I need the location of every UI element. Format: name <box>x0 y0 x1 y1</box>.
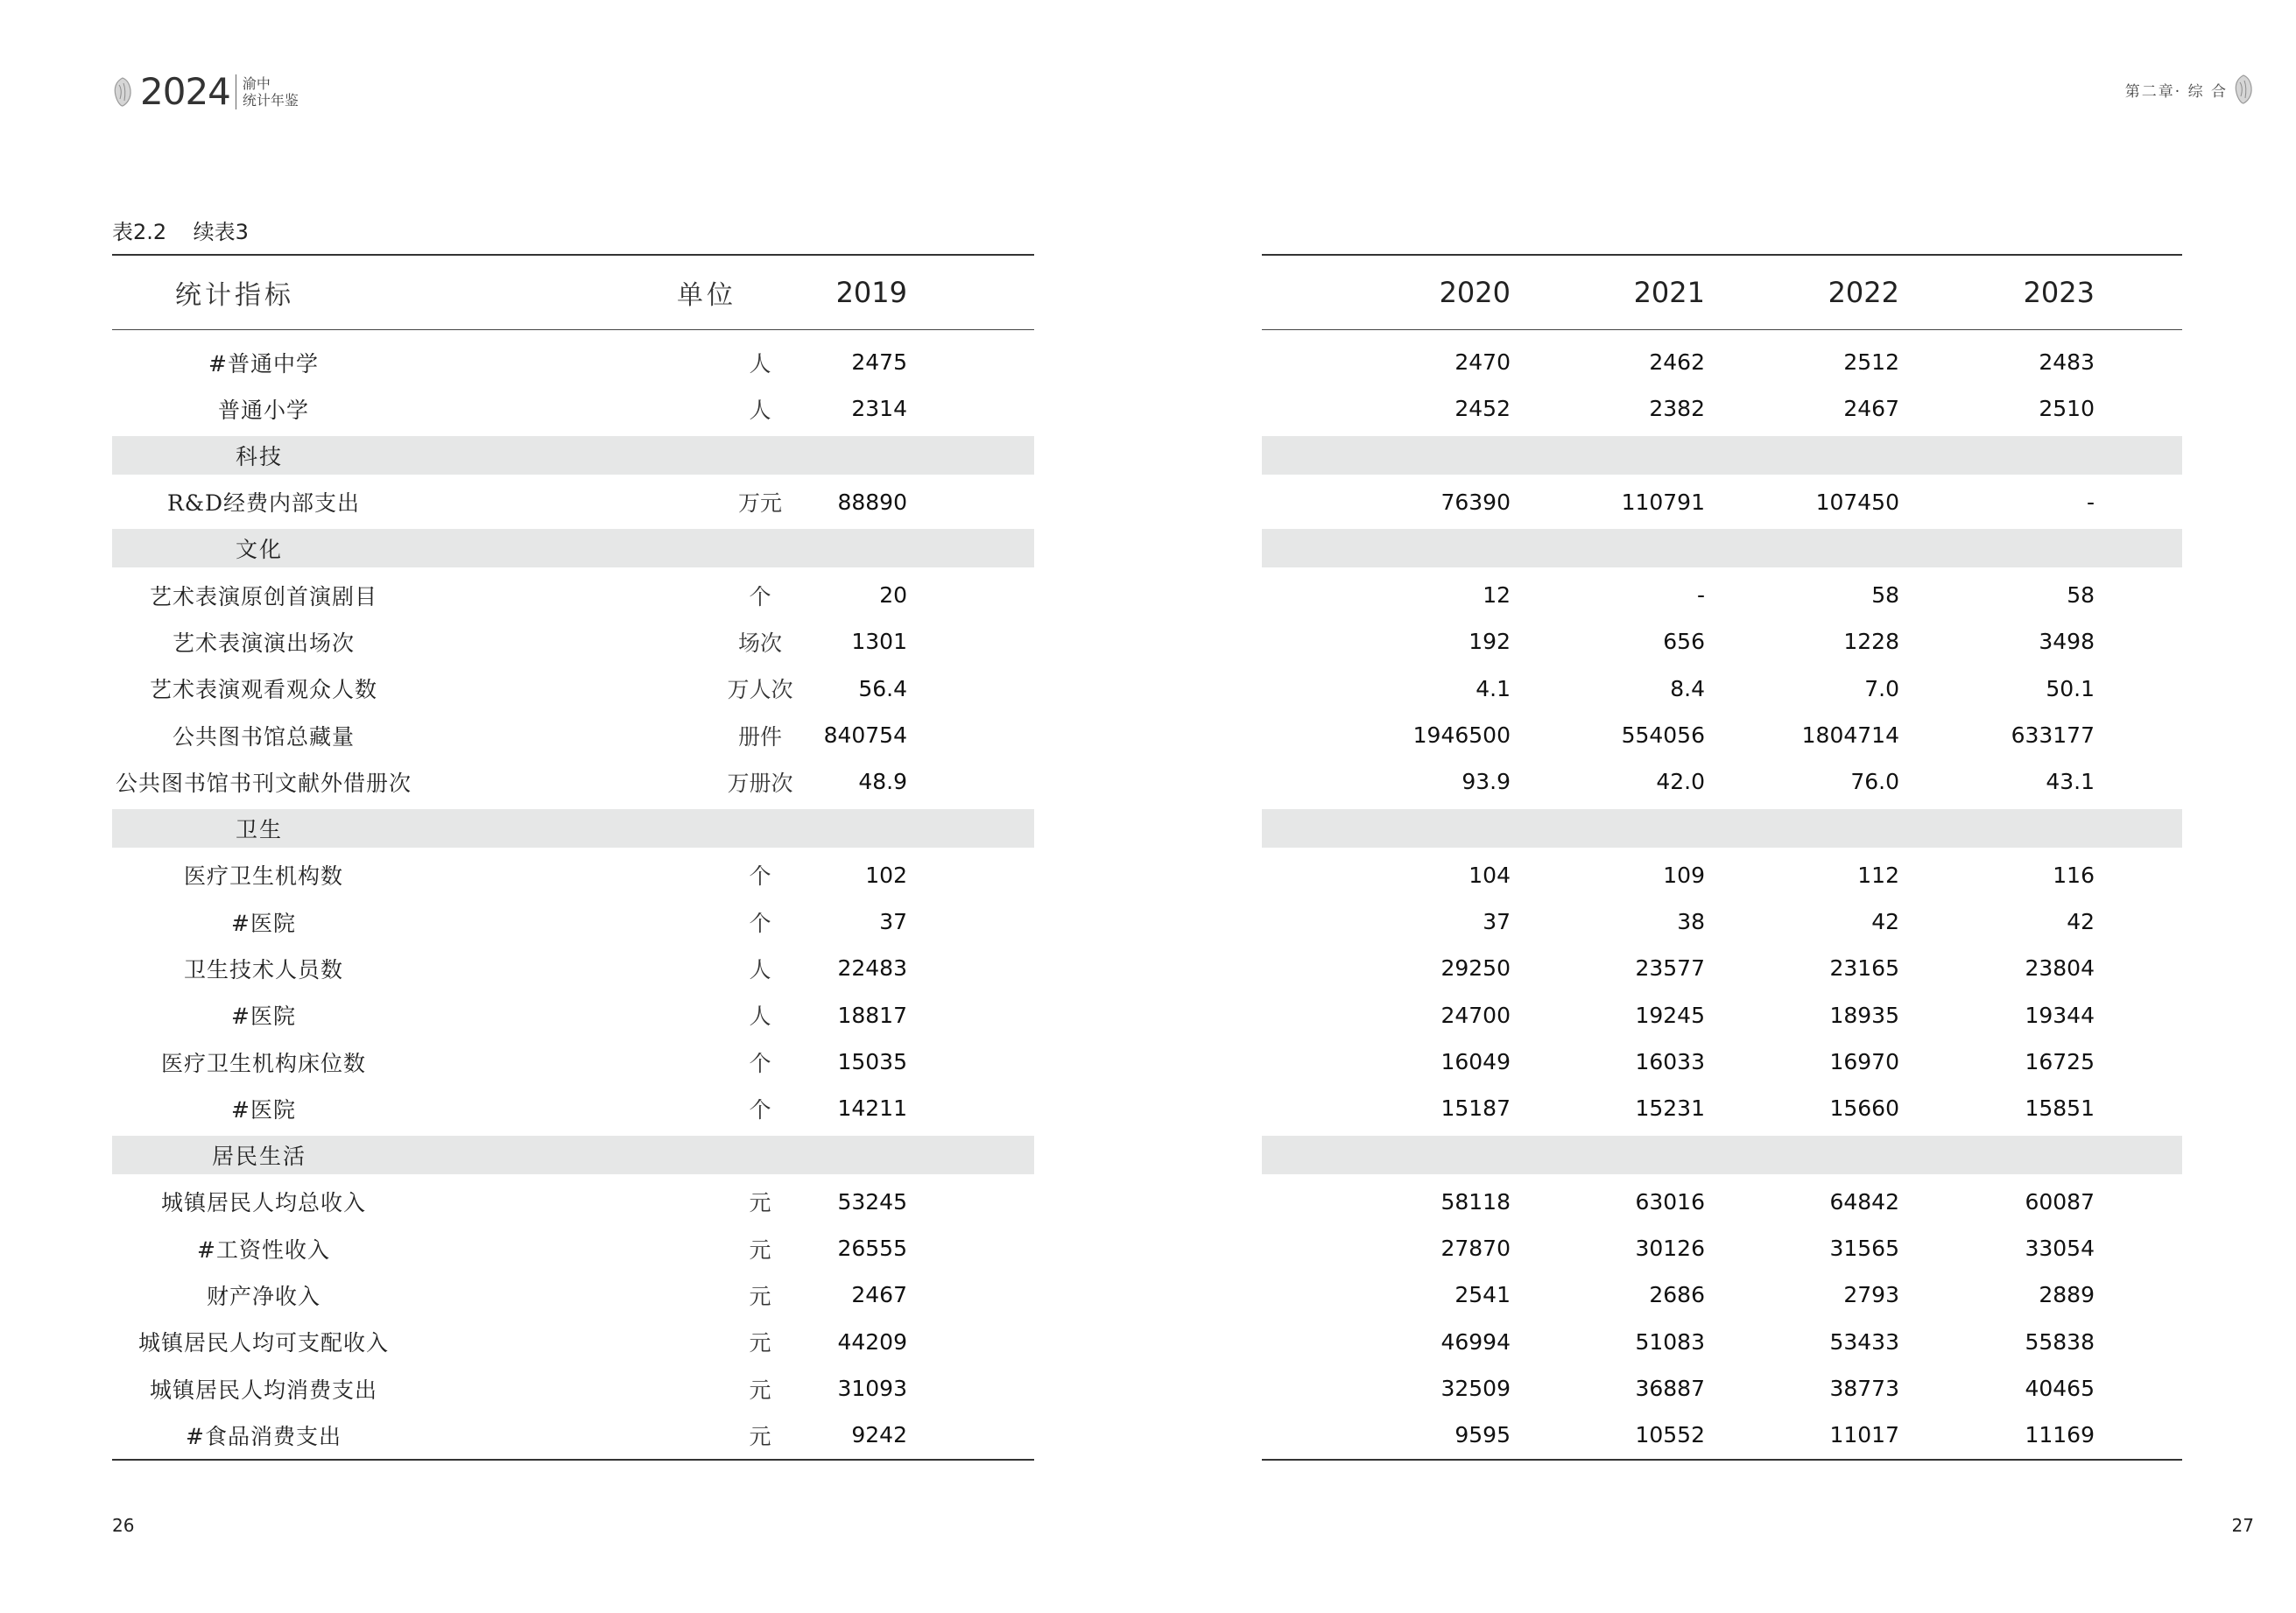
left-table <box>112 254 1034 1461</box>
table-row <box>112 1319 1034 1365</box>
value-cell-2020: 58118 <box>1440 1188 1511 1215</box>
table-row <box>112 898 1034 945</box>
page-number-left: 26 <box>112 1515 135 1536</box>
value-cell-2020: 4.1 <box>1475 675 1511 701</box>
section-row <box>1262 529 2182 567</box>
table-row <box>1262 339 2182 385</box>
value-cell-2022: 107450 <box>1815 489 1899 515</box>
indicator-cell: 城镇居民人均可支配收入 <box>137 1330 389 1356</box>
table-row <box>112 1179 1034 1225</box>
value-cell-2020: 27870 <box>1440 1236 1511 1262</box>
table-row <box>1262 1319 2182 1365</box>
right-table <box>1262 254 2182 1461</box>
table-row <box>112 618 1034 665</box>
value-cell-2020: 37 <box>1483 909 1511 935</box>
value-cell-2019: 20 <box>879 582 907 609</box>
indicator-cell: 城镇居民人均消费支出 <box>149 1377 377 1403</box>
value-cell-2021: 2462 <box>1649 349 1705 376</box>
indicator-cell: #普通中学 <box>208 350 319 377</box>
unit-cell: 元 <box>749 1236 771 1263</box>
table-row <box>1262 992 2182 1039</box>
unit-cell: 个 <box>749 910 771 936</box>
table-row <box>112 1039 1034 1085</box>
table-row <box>1262 618 2182 665</box>
section-row <box>112 436 1034 475</box>
indicator-cell: 医疗卫生机构数 <box>183 863 343 890</box>
value-cell-2020: 46994 <box>1440 1328 1511 1355</box>
value-cell-2019: 2475 <box>851 349 907 376</box>
unit-cell: 场次 <box>737 630 782 656</box>
table-row <box>112 945 1034 991</box>
value-cell-2023: 2483 <box>2039 349 2095 376</box>
section-row <box>1262 809 2182 848</box>
value-cell-2019: 2467 <box>851 1282 907 1308</box>
value-cell-2022: 15660 <box>1829 1095 1899 1122</box>
table-row <box>112 992 1034 1039</box>
value-cell-2023: 23804 <box>2025 955 2095 982</box>
table-row <box>1262 1039 2182 1085</box>
value-cell-2022: 2512 <box>1843 349 1899 376</box>
value-cell-2023: - <box>2086 489 2095 515</box>
value-cell-2020: 76390 <box>1440 489 1511 515</box>
table-row <box>112 479 1034 525</box>
indicator-cell: 卫生技术人员数 <box>183 956 343 983</box>
unit-cell: 人 <box>749 350 771 377</box>
value-cell-2022: 16970 <box>1829 1049 1899 1075</box>
value-cell-2020: 16049 <box>1440 1049 1511 1075</box>
value-cell-2023: 2510 <box>2039 396 2095 422</box>
value-cell-2021: 42.0 <box>1656 769 1705 795</box>
value-cell-2022: 1804714 <box>1801 722 1899 749</box>
unit-cell: 万册次 <box>727 770 793 796</box>
value-cell-2023: 19344 <box>2025 1002 2095 1028</box>
value-cell-2022: 58 <box>1871 582 1899 609</box>
value-cell-2022: 23165 <box>1829 955 1899 982</box>
value-cell-2019: 1301 <box>851 629 907 655</box>
value-cell-2020: 2541 <box>1454 1282 1511 1308</box>
table-header <box>112 256 1034 330</box>
chapter-title: 第二章· 综 合 <box>2124 82 2228 101</box>
value-cell-2019: 88890 <box>837 489 907 515</box>
value-cell-2019: 31093 <box>837 1376 907 1402</box>
value-cell-2023: 43.1 <box>2046 769 2095 795</box>
table-row <box>1262 1365 2182 1412</box>
value-cell-2021: 656 <box>1663 629 1705 655</box>
indicator-cell: 艺术表演原创首演剧目 <box>149 583 377 609</box>
value-cell-2019: 15035 <box>837 1049 907 1075</box>
value-cell-2023: 55838 <box>2025 1328 2095 1355</box>
table-row <box>1262 712 2182 758</box>
indicator-cell: 公共图书馆总藏量 <box>172 723 355 750</box>
unit-cell: 人 <box>749 956 771 983</box>
yearbook-logo <box>112 70 299 114</box>
table-body <box>1262 330 2182 1459</box>
shell-icon <box>112 76 133 108</box>
value-cell-2021: 19245 <box>1635 1002 1705 1028</box>
unit-cell: 个 <box>749 583 771 609</box>
unit-cell: 人 <box>749 1004 771 1030</box>
logo-subtitle-line2: 统计年鉴 <box>242 92 299 109</box>
value-cell-2023: 633177 <box>2011 722 2095 749</box>
unit-cell: 万人次 <box>727 677 793 703</box>
value-cell-2019: 44209 <box>837 1328 907 1355</box>
table-row <box>112 758 1034 805</box>
unit-cell: 人 <box>749 397 771 423</box>
value-cell-2023: 15851 <box>2025 1095 2095 1122</box>
indicator-cell: 公共图书馆书刊文献外借册次 <box>115 770 412 796</box>
value-cell-2023: 33054 <box>2025 1236 2095 1262</box>
unit-cell: 个 <box>749 1096 771 1123</box>
indicator-cell: 医疗卫生机构床位数 <box>160 1050 366 1076</box>
value-cell-2023: 2889 <box>2039 1282 2095 1308</box>
table-row <box>1262 1225 2182 1271</box>
value-cell-2023: 60087 <box>2025 1188 2095 1215</box>
value-cell-2022: 7.0 <box>1864 675 1899 701</box>
value-cell-2021: 2686 <box>1649 1282 1705 1308</box>
table-row <box>1262 898 2182 945</box>
value-cell-2020: 2470 <box>1454 349 1511 376</box>
table-row <box>1262 572 2182 618</box>
value-cell-2021: 2382 <box>1649 396 1705 422</box>
table-row <box>1262 1271 2182 1318</box>
year-column-header-2023: 2023 <box>2023 276 2095 309</box>
indicator-cell: 普通小学 <box>217 397 309 423</box>
value-cell-2020: 192 <box>1468 629 1511 655</box>
indicator-cell: #医院 <box>231 1096 296 1123</box>
indicator-cell: 城镇居民人均总收入 <box>160 1190 366 1216</box>
value-cell-2022: 31565 <box>1829 1236 1899 1262</box>
value-cell-2020: 32509 <box>1440 1376 1511 1402</box>
year-column-header-2019: 2019 <box>835 276 907 309</box>
table-row <box>1262 945 2182 991</box>
indicator-cell: #医院 <box>231 1004 296 1030</box>
section-row <box>1262 436 2182 475</box>
value-cell-2020: 29250 <box>1440 955 1511 982</box>
table-row <box>112 666 1034 712</box>
value-cell-2022: 42 <box>1871 909 1899 935</box>
unit-column-header: 单位 <box>677 280 736 311</box>
value-cell-2022: 2793 <box>1843 1282 1899 1308</box>
value-cell-2020: 1946500 <box>1412 722 1511 749</box>
table-row <box>1262 758 2182 805</box>
value-cell-2022: 38773 <box>1829 1376 1899 1402</box>
table-row <box>112 1225 1034 1271</box>
value-cell-2021: - <box>1696 582 1705 609</box>
value-cell-2021: 23577 <box>1635 955 1705 982</box>
value-cell-2022: 2467 <box>1843 396 1899 422</box>
year-column-header-2021: 2021 <box>1633 276 1705 309</box>
value-cell-2022: 112 <box>1857 862 1899 888</box>
section-row <box>1262 1136 2182 1174</box>
value-cell-2022: 76.0 <box>1850 769 1899 795</box>
unit-cell: 元 <box>749 1283 771 1309</box>
value-cell-2021: 51083 <box>1635 1328 1705 1355</box>
right-page <box>1148 0 2296 1613</box>
value-cell-2023: 3498 <box>2039 629 2095 655</box>
indicator-cell: R&D经费内部支出 <box>166 490 361 517</box>
table-row <box>1262 1179 2182 1225</box>
value-cell-2019: 9242 <box>851 1422 907 1448</box>
value-cell-2020: 2452 <box>1454 396 1511 422</box>
value-cell-2019: 22483 <box>837 955 907 982</box>
logo-subtitle <box>243 75 299 109</box>
page-number-right: 27 <box>2231 1515 2254 1536</box>
unit-cell: 元 <box>749 1190 771 1216</box>
indicator-cell: #食品消费支出 <box>186 1423 342 1449</box>
value-cell-2021: 10552 <box>1635 1422 1705 1448</box>
table-bottom-rule <box>112 1459 1034 1461</box>
section-label: 居民生活 <box>211 1144 306 1170</box>
value-cell-2019: 840754 <box>823 722 907 749</box>
value-cell-2021: 63016 <box>1635 1188 1705 1215</box>
table-row <box>112 385 1034 432</box>
table-row <box>1262 479 2182 525</box>
table-row <box>1262 852 2182 898</box>
table-row <box>112 572 1034 618</box>
value-cell-2023: 40465 <box>2025 1376 2095 1402</box>
table-row <box>1262 385 2182 432</box>
table-row <box>112 339 1034 385</box>
section-label: 卫生 <box>235 817 283 843</box>
value-cell-2019: 48.9 <box>858 769 907 795</box>
logo-year: 2024 <box>140 70 230 113</box>
value-cell-2019: 56.4 <box>858 675 907 701</box>
value-cell-2020: 12 <box>1483 582 1511 609</box>
table-row <box>112 1412 1034 1458</box>
unit-cell: 个 <box>749 863 771 890</box>
value-cell-2022: 53433 <box>1829 1328 1899 1355</box>
value-cell-2019: 53245 <box>837 1188 907 1215</box>
table-caption: 表2.2 续表3 <box>112 220 249 244</box>
value-cell-2019: 14211 <box>837 1095 907 1122</box>
table-row <box>112 1365 1034 1412</box>
indicator-cell: #医院 <box>231 910 296 936</box>
value-cell-2023: 58 <box>2067 582 2095 609</box>
logo-subtitle-line1: 渝中 <box>242 75 271 92</box>
section-label: 文化 <box>235 537 283 563</box>
value-cell-2021: 109 <box>1663 862 1705 888</box>
chapter-header <box>2125 74 2254 105</box>
value-cell-2019: 18817 <box>837 1002 907 1028</box>
year-column-header-2022: 2022 <box>1828 276 1899 309</box>
value-cell-2021: 15231 <box>1635 1095 1705 1122</box>
value-cell-2022: 18935 <box>1829 1002 1899 1028</box>
value-cell-2022: 11017 <box>1829 1422 1899 1448</box>
table-row <box>1262 1412 2182 1458</box>
value-cell-2019: 2314 <box>851 396 907 422</box>
value-cell-2023: 16725 <box>2025 1049 2095 1075</box>
table-row <box>1262 1085 2182 1131</box>
unit-cell: 册件 <box>737 723 782 750</box>
unit-cell: 个 <box>749 1050 771 1076</box>
value-cell-2020: 93.9 <box>1461 769 1511 795</box>
value-cell-2019: 37 <box>879 909 907 935</box>
section-label: 科技 <box>235 444 283 470</box>
unit-cell: 元 <box>749 1330 771 1356</box>
value-cell-2023: 116 <box>2053 862 2095 888</box>
value-cell-2022: 1228 <box>1843 629 1899 655</box>
indicator-column-header: 统计指标 <box>175 280 294 311</box>
value-cell-2020: 104 <box>1468 862 1511 888</box>
unit-cell: 元 <box>749 1423 771 1449</box>
section-row <box>112 809 1034 848</box>
indicator-cell: 艺术表演观看观众人数 <box>149 677 377 703</box>
value-cell-2020: 9595 <box>1454 1422 1511 1448</box>
value-cell-2020: 15187 <box>1440 1095 1511 1122</box>
table-row <box>112 712 1034 758</box>
value-cell-2023: 50.1 <box>2046 675 2095 701</box>
year-column-header-2020: 2020 <box>1439 276 1511 309</box>
value-cell-2022: 64842 <box>1829 1188 1899 1215</box>
value-cell-2021: 16033 <box>1635 1049 1705 1075</box>
indicator-cell: #工资性收入 <box>197 1236 330 1263</box>
value-cell-2023: 11169 <box>2025 1422 2095 1448</box>
table-row <box>1262 666 2182 712</box>
table-row <box>112 1271 1034 1318</box>
table-row <box>112 1085 1034 1131</box>
section-row <box>112 1136 1034 1174</box>
unit-cell: 元 <box>749 1377 771 1403</box>
value-cell-2019: 102 <box>865 862 907 888</box>
value-cell-2020: 24700 <box>1440 1002 1511 1028</box>
indicator-cell: 财产净收入 <box>206 1283 320 1309</box>
shell-icon <box>2233 74 2254 105</box>
table-body <box>112 330 1034 1459</box>
value-cell-2021: 38 <box>1677 909 1705 935</box>
value-cell-2021: 554056 <box>1621 722 1705 749</box>
unit-cell: 万元 <box>737 490 782 517</box>
value-cell-2021: 8.4 <box>1670 675 1705 701</box>
value-cell-2021: 30126 <box>1635 1236 1705 1262</box>
value-cell-2021: 36887 <box>1635 1376 1705 1402</box>
table-row <box>112 852 1034 898</box>
indicator-cell: 艺术表演演出场次 <box>172 630 355 656</box>
value-cell-2021: 110791 <box>1621 489 1705 515</box>
value-cell-2019: 26555 <box>837 1236 907 1262</box>
section-row <box>112 529 1034 567</box>
table-bottom-rule <box>1262 1459 2182 1461</box>
value-cell-2023: 42 <box>2067 909 2095 935</box>
table-header <box>1262 256 2182 330</box>
